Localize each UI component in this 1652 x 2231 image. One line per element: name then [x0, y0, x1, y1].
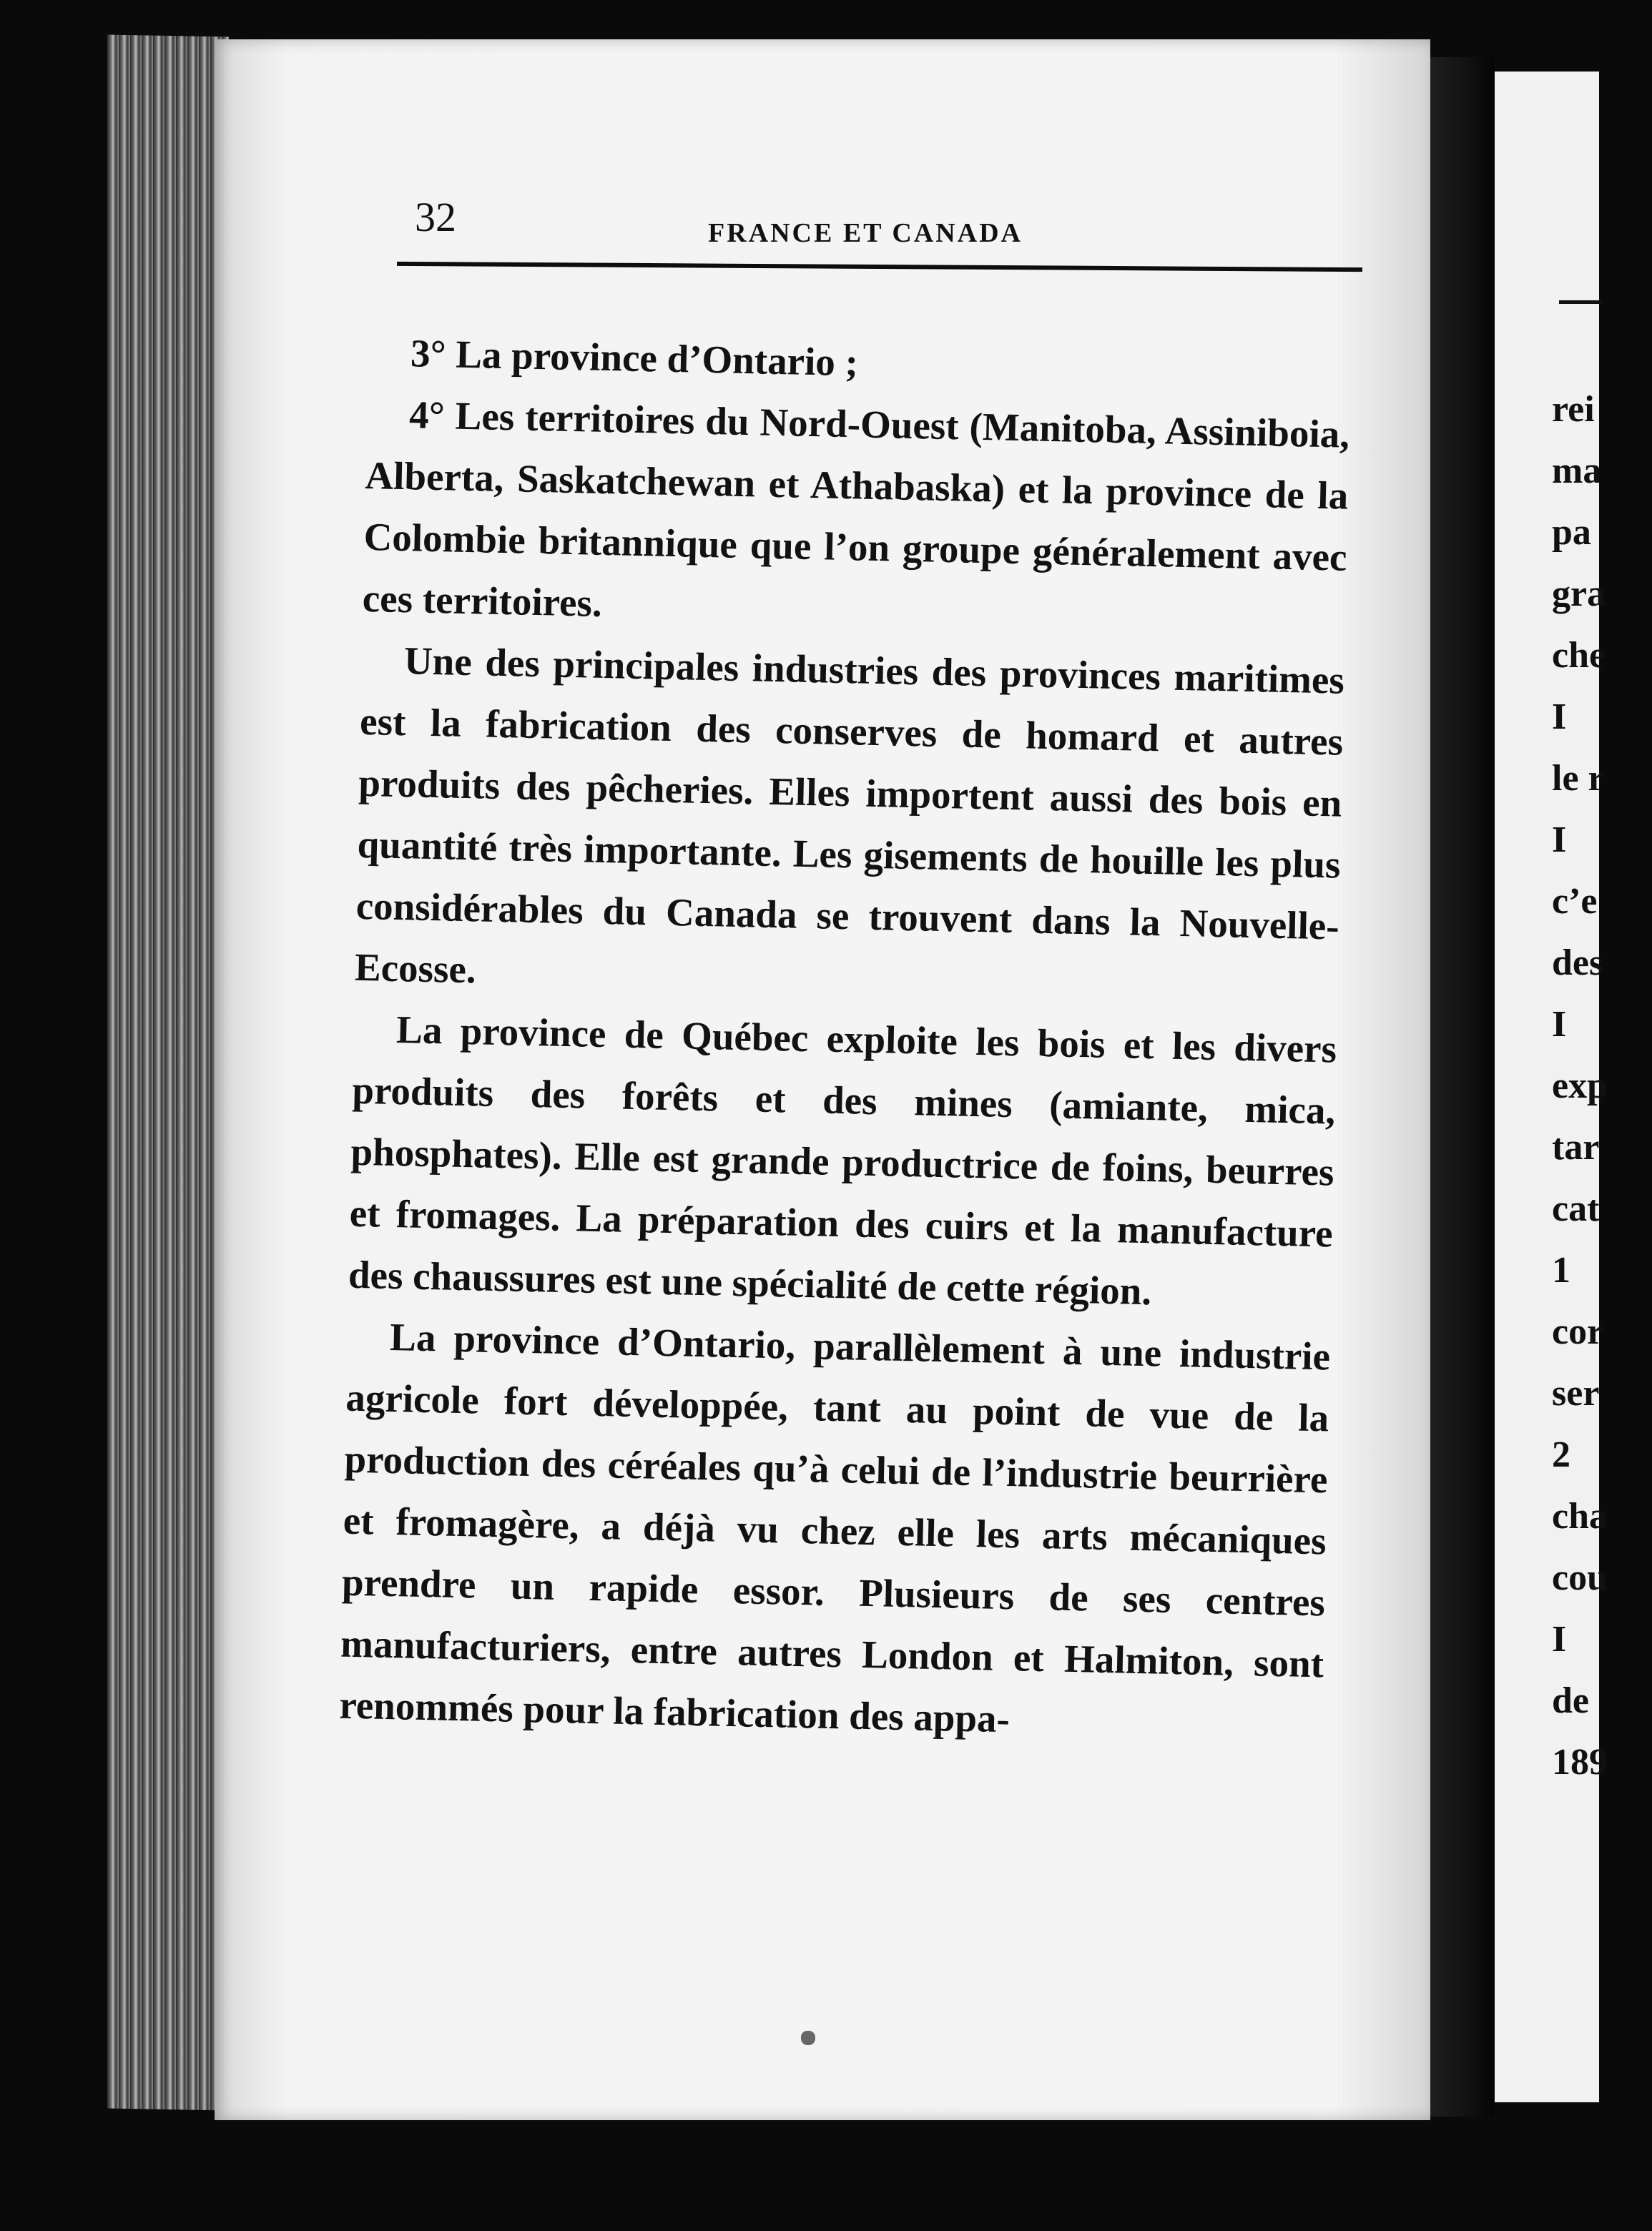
ink-speck: [801, 2031, 815, 2045]
facing-line: cou: [1552, 1557, 1608, 1598]
facing-line: cor: [1552, 1311, 1604, 1352]
page-number: 32: [415, 194, 456, 240]
facing-line: I: [1552, 696, 1567, 737]
facing-line: I: [1552, 1004, 1567, 1045]
facing-line: des: [1552, 942, 1604, 983]
facing-line: exp: [1552, 1065, 1608, 1106]
facing-line: ma: [1552, 450, 1602, 491]
facing-line: ser: [1552, 1373, 1600, 1414]
paragraph-ontario: La province d’Ontario, parallèlement à une industrie agricole fort développée, tant au point de vue de la production des céréales qu’à celui de l’industrie beurrière et fromagère, a déjà vu chez elle les arts mécaniques prendre un rapide essor. Plusieurs de ses centres manufacturiers, entre autres London et Halmiton, sont renommés pour la fabrication des appa-: [338, 1314, 1331, 1741]
facing-line: 189: [1552, 1742, 1608, 1783]
facing-line: cha: [1552, 1496, 1608, 1537]
list-item-northwest-territories: 4° Les territoires du Nord-Ouest (Manitoba, Assiniboia, Alberta, Saskatchewan et Athabaska) et la province de la Colombie britannique que l’on groupe généralement avec ces territoires.: [362, 393, 1350, 625]
facing-line: de: [1552, 1680, 1589, 1721]
paragraph-quebec: La province de Québec exploite les bois et les divers produits des forêts et des mines (amiante, mica, phosphates). Elle est grande productrice de foins, beurres et fromages. La préparation des cuirs et la manufacture des chaussures est une spécialité de cette région.: [348, 1008, 1337, 1314]
page-body: [339, 322, 1352, 1756]
running-title: FRANCE ET CANADA: [708, 218, 1023, 248]
facing-line: I: [1552, 819, 1567, 860]
facing-line: rei: [1552, 389, 1595, 430]
facing-line: gra: [1552, 573, 1606, 614]
facing-line: cat: [1552, 1188, 1600, 1229]
facing-line: 2: [1552, 1434, 1570, 1475]
facing-line: le r: [1552, 758, 1605, 799]
facing-line: pa: [1552, 512, 1591, 553]
facing-page-text: [1552, 379, 1652, 1793]
facing-line: 1: [1552, 1250, 1570, 1291]
facing-line: tar: [1552, 1127, 1600, 1168]
facing-line: I: [1552, 1619, 1567, 1660]
list-item-ontario: 3° La province d’Ontario ;: [410, 331, 859, 385]
page-edge-stack: [107, 35, 229, 2111]
paragraph-maritime-provinces: Une des principales industries des provinces maritimes est la fabrication des conserves de homard et autres produits des pêcheries. Elles importent aussi des bois en quantité très importante. Les gisements de houille les plus considérables du Canada se trouvent dans la Nouvelle-Ecosse.: [354, 639, 1345, 992]
book-page-right: [1495, 72, 1608, 2102]
page-header: [415, 193, 1366, 257]
facing-page-rule: [1559, 300, 1602, 304]
facing-line: che: [1552, 635, 1606, 676]
facing-line: c’e: [1552, 881, 1598, 922]
book-gutter: [1430, 57, 1495, 2117]
